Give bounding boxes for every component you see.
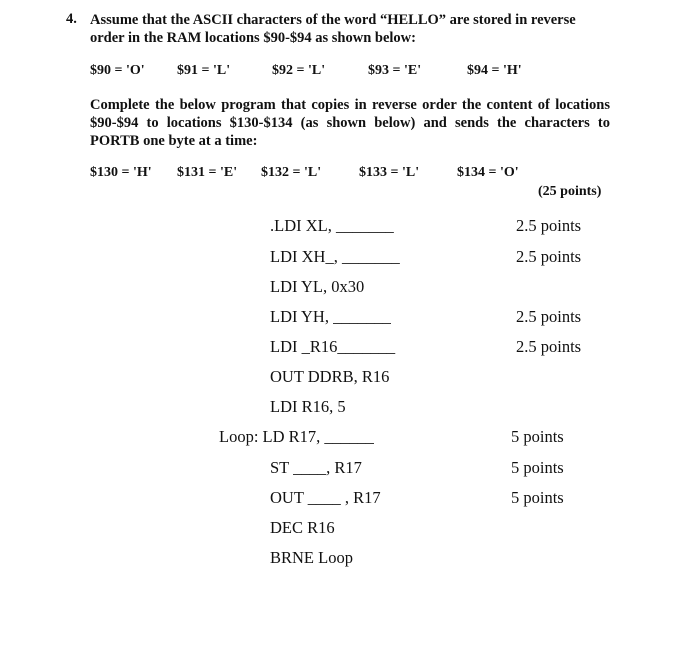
code-line-ldi-yh: LDI YH, _______: [270, 307, 391, 326]
code-line-ldi-xh: LDI XH_, _______: [270, 247, 400, 266]
dest-memory-132: $132 = 'L': [261, 165, 322, 180]
code-line-brne: BRNE Loop: [270, 548, 353, 567]
dest-memory-131: $131 = 'E': [177, 165, 238, 180]
code-line-out-ddrb: OUT DDRB, R16: [270, 367, 390, 386]
source-memory-93: $93 = 'E': [368, 63, 422, 78]
points-ldi-xl: 2.5 points: [516, 216, 582, 235]
instruction-line: PORTB one byte at a time:: [90, 133, 258, 149]
code-line-ldi-xl: .LDI XL, _______: [270, 216, 394, 235]
code-line-out-portb: OUT ____ , R17: [270, 488, 381, 507]
instruction-line: Complete the below program that copies in reverse order the content of locations: [90, 97, 610, 113]
question-number: 4.: [66, 11, 77, 27]
source-memory-94: $94 = 'H': [467, 63, 522, 78]
question-intro-line: order in the RAM locations $90-$94 as shown below:: [90, 30, 416, 46]
total-points: (25 points): [538, 184, 602, 199]
instruction-line: $90-$94 to locations $130-$134 (as shown below) and sends the characters to: [90, 115, 610, 131]
points-ldi-r16: 2.5 points: [516, 337, 582, 356]
code-line-loop-ld: Loop: LD R17, ______: [219, 427, 374, 446]
question-instructions: [90, 96, 610, 150]
points-ldi-yh: 2.5 points: [516, 307, 582, 326]
dest-memory-134: $134 = 'O': [457, 165, 519, 180]
source-memory-91: $91 = 'L': [177, 63, 231, 78]
code-line-ldi-yl: LDI YL, 0x30: [270, 277, 365, 296]
points-loop-ld: 5 points: [511, 427, 564, 446]
points-out: 5 points: [511, 488, 564, 507]
code-line-ldi-r16: LDI _R16_______: [270, 337, 396, 356]
code-line-dec: DEC R16: [270, 518, 335, 537]
source-memory-92: $92 = 'L': [272, 63, 326, 78]
question-intro: [90, 11, 630, 47]
question-intro-line: Assume that the ASCII characters of the word “HELLO” are stored in reverse: [90, 12, 576, 28]
code-line-ldi-r16-5: LDI R16, 5: [270, 397, 346, 416]
points-ldi-xh: 2.5 points: [516, 247, 582, 266]
source-memory-90: $90 = 'O': [90, 63, 145, 78]
points-st: 5 points: [511, 458, 564, 477]
dest-memory-130: $130 = 'H': [90, 165, 152, 180]
dest-memory-133: $133 = 'L': [359, 165, 420, 180]
code-line-st: ST ____, R17: [270, 458, 362, 477]
